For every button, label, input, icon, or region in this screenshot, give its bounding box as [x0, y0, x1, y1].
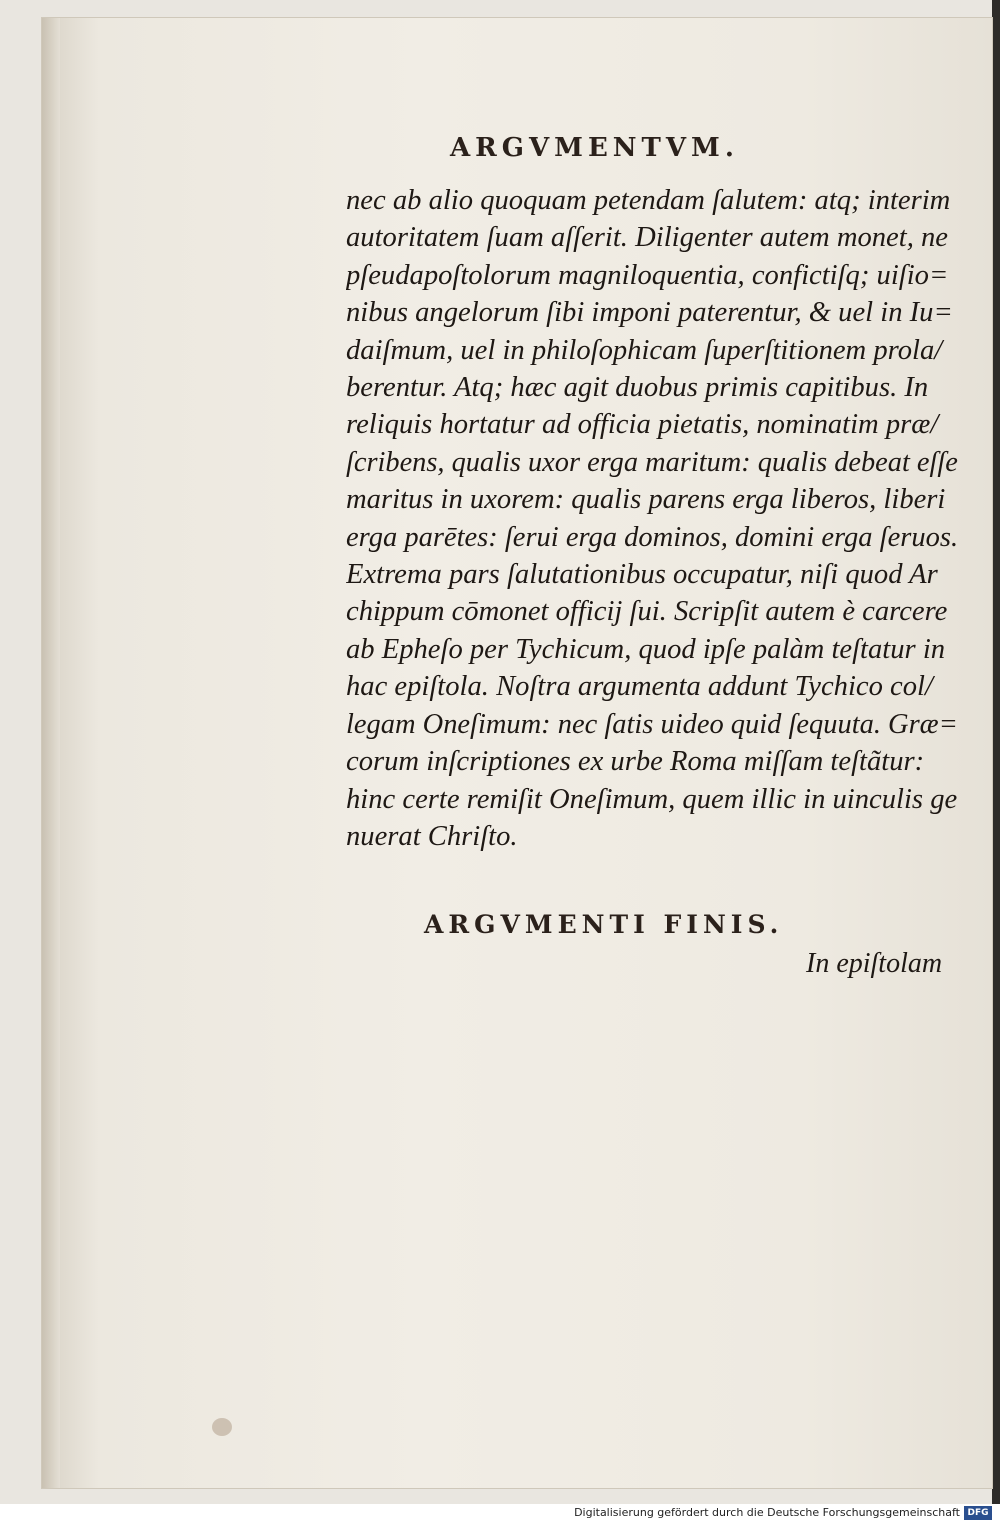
- text-line: reliquis hortatur ad officia pietatis, nominatim præ/: [346, 409, 939, 441]
- end-title: ARGVMENTI FINIS.: [424, 910, 784, 939]
- text-line: berentur. Atq; hæc agit duobus primis capitibus. In: [346, 372, 929, 404]
- running-head: ARGVMENTVM.: [450, 133, 739, 163]
- text-line: ſcribens, qualis uxor erga maritum: qualis debeat eſſe: [346, 446, 958, 478]
- text-line: nec ab alio quoquam petendam ſalutem: atq; interim: [346, 185, 951, 216]
- text-line: chippum cōmonet officij ſui. Scripſit autem è carcere: [346, 596, 948, 628]
- binding-edge: [992, 0, 1000, 1504]
- text-line: nibus angelorum ſibi imponi paterentur, & uel in Iu=: [346, 297, 953, 329]
- text-line: hinc certe remiſit Oneſimum, quem illic in uinculis ge: [346, 783, 958, 815]
- text-line: nuerat Chriſto.: [346, 820, 518, 852]
- body-text: [346, 182, 958, 855]
- text-line: erga parētes: ſerui erga dominos, domini erga ſeruos.: [346, 521, 959, 553]
- paper-stain: [212, 1418, 232, 1436]
- text-line: ab Epheſo per Tychicum, quod ipſe palàm teſtatur in: [346, 633, 946, 665]
- text-line: daiſmum, uel in philoſophicam ſuperſtitionem prola/: [346, 334, 943, 366]
- text-line: autoritatem ſuam aſſerit. Diligenter autem monet, ne: [346, 222, 948, 254]
- catchword: In epiſtolam: [806, 948, 943, 979]
- dfg-logo: DFG: [964, 1506, 992, 1520]
- text-line: Extrema pars ſalutationibus occupatur, niſi quod Ar: [346, 559, 938, 591]
- text-line: hac epiſtola. Noſtra argumenta addunt Tychico col/: [346, 671, 933, 703]
- text-line: legam Oneſimum: nec ſatis uideo quid ſequuta. Græ=: [346, 708, 958, 740]
- text-line: maritus in uxorem: qualis parens erga liberos, liberi: [346, 484, 946, 516]
- page-gutter-shadow: [42, 18, 60, 1488]
- funding-credit: Digitalisierung gefördert durch die Deutsche Forschungsgemeinschaft: [574, 1506, 960, 1519]
- text-line: pſeudapoſtolorum magniloquentia, confictiſq; uiſio=: [346, 259, 949, 291]
- text-line: corum inſcriptiones ex urbe Roma miſſam teſtãtur:: [346, 746, 925, 778]
